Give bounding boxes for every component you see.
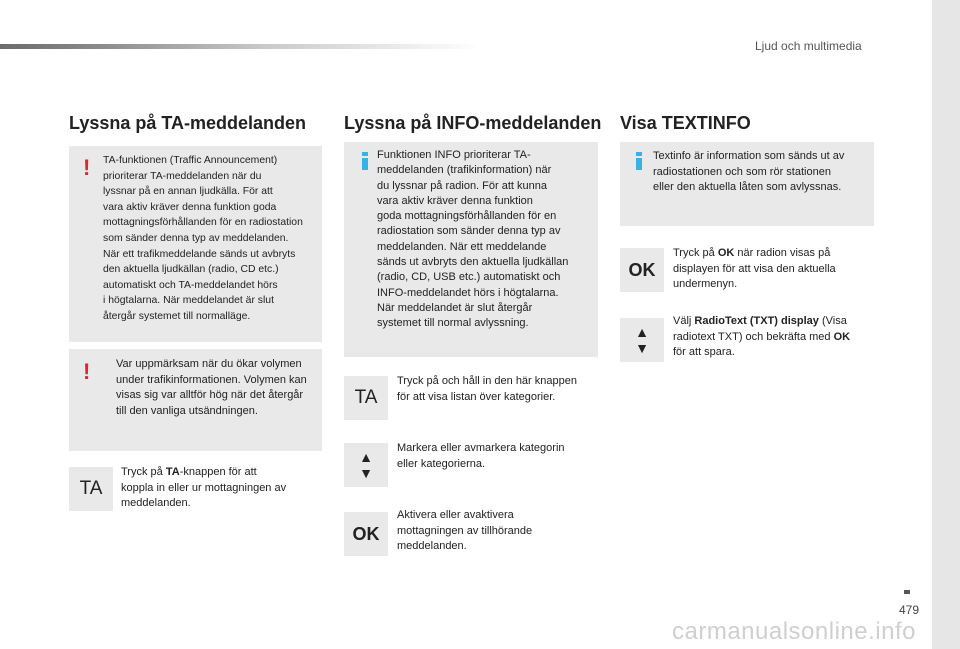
ta-warning-text: TA-funktionen (Traffic Announcement) prioriterar TA-meddelanden när du lyssnar på en annan ljudkälla. För att vara aktiv kräver denna funktion goda mottagningsförhållanden för en radiostation som sänder denna typ av meddelanden. När ett trafikmeddelande sänds ut avbryts den aktuella ljudkällan (radio, CD etc.) automatiskt och TA-meddelandet hörs i högtalarna. När meddelandet är slut återgår systemet till normalläge. bbox=[103, 155, 303, 322]
info-icon bbox=[636, 152, 642, 170]
ta-heading: Lyssna på TA-meddelanden bbox=[69, 113, 307, 133]
warning-icon: ! bbox=[83, 359, 91, 384]
ta-volume-warning-text: Var uppmärksam när du ökar volymen under trafikinformationen. Volymen kan visas sig var alltför hög när det återgår till den vanliga utsändningen. bbox=[116, 358, 307, 417]
ta-volume-warning-box bbox=[69, 349, 322, 451]
info-step2-text: Markera eller avmarkera kategorin eller kategorierna. bbox=[397, 442, 565, 470]
info-icon bbox=[362, 152, 368, 170]
info-note-box bbox=[344, 142, 598, 357]
info-heading: Lyssna på INFO-meddelanden bbox=[344, 113, 602, 133]
textinfo-step1-text: Tryck på OK när radion visas på displayen för att visa den aktuella undermenyn. bbox=[673, 247, 836, 291]
page-side-strip bbox=[932, 0, 960, 649]
arrow-up-icon: ▲ bbox=[635, 324, 649, 340]
up-down-arrows-button bbox=[344, 443, 388, 487]
textinfo-note-box bbox=[620, 142, 874, 226]
ta-button: TA bbox=[69, 467, 113, 511]
textinfo-step2-text: Välj RadioText (TXT) display (Visa radiotext TXT) och bekräfta med OK för att spara. bbox=[673, 315, 851, 359]
ta-warning-box bbox=[69, 146, 322, 342]
header-gradient-bar bbox=[0, 44, 480, 49]
ok-button: OK bbox=[620, 248, 664, 292]
section-title: Ljud och multimedia bbox=[755, 39, 862, 53]
ta-button: TA bbox=[344, 376, 388, 420]
ok-button: OK bbox=[344, 512, 388, 556]
textinfo-heading: Visa TEXTINFO bbox=[620, 113, 751, 133]
up-down-arrows-button bbox=[620, 318, 664, 362]
warning-icon: ! bbox=[83, 155, 91, 180]
info-step3-text: Aktivera eller avaktivera mottagningen av tillhörande meddelanden. bbox=[397, 509, 533, 553]
arrow-down-icon: ▼ bbox=[635, 340, 649, 356]
info-note-text: Funktionen INFO prioriterar TA- meddelanden (trafikinformation) när du lyssnar på radion. För att kunna vara aktiv kräver denna funktion goda mottagningsförhållanden för en radiostation som sänder denna typ av meddelanden. När ett meddelande sänds ut avbryts den aktuella ljudkällan (radio, CD, USB etc.) automatiskt och INFO-meddelandet hörs i högtalarna. När meddelandet är slut återgår systemet till normal avlyssning. bbox=[377, 149, 569, 330]
page-number: 479 bbox=[899, 603, 920, 617]
arrow-up-icon: ▲ bbox=[359, 449, 373, 465]
textinfo-note-text: Textinfo är information som sänds ut av radiostationen och som rör stationen eller den aktuella låten som avlyssnas. bbox=[653, 150, 845, 194]
page-marker bbox=[904, 590, 910, 594]
ta-step-text: Tryck på TA-knappen för att koppla in eller ur mottagningen av meddelanden. bbox=[121, 466, 287, 510]
watermark: carmanualsonline.info bbox=[672, 618, 916, 645]
arrow-down-icon: ▼ bbox=[359, 465, 373, 481]
info-step1-text: Tryck på och håll in den här knappen för att visa listan över kategorier. bbox=[397, 375, 577, 403]
